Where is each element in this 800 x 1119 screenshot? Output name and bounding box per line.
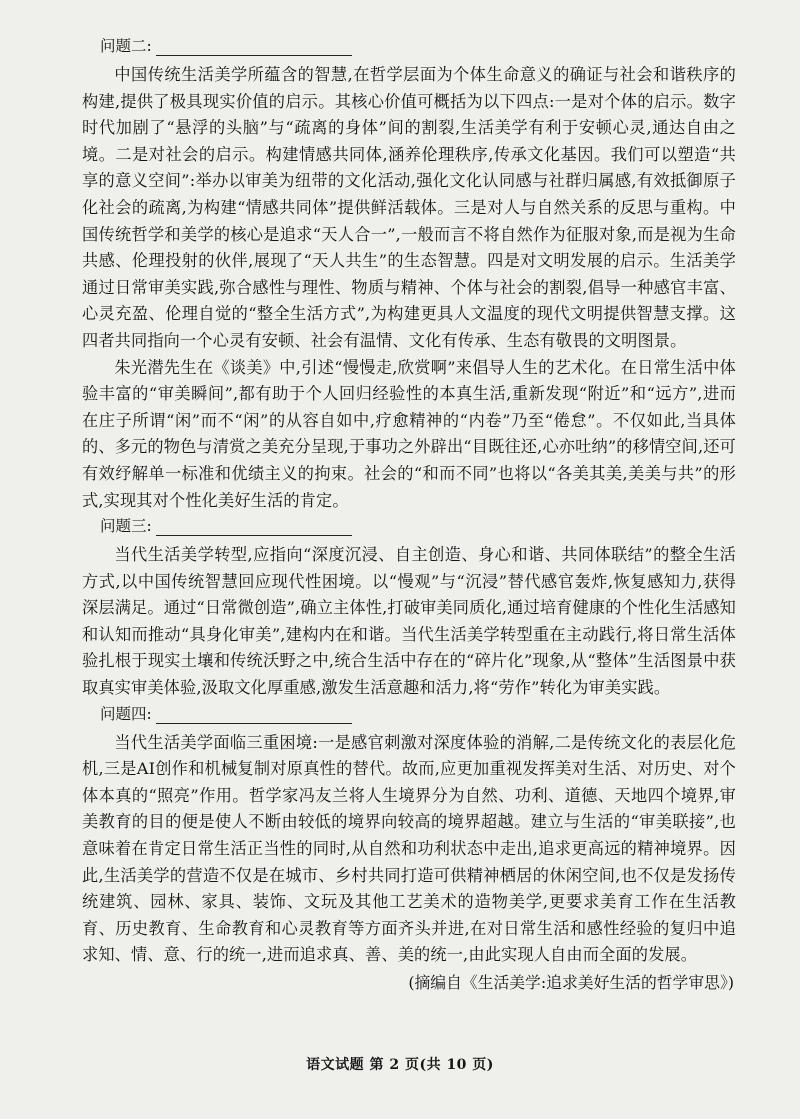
source-citation: (摘编自《生活美学:追求美好生活的哲学审思》) [408, 973, 734, 992]
paragraph-4: 当代生活美学面临三重困境:一是感官刺激对深度体验的消解,二是传统文化的表层化危机,三是AI创作和机械复制对原真性的替代。故而,应更加重视发挥美对生活、对历史、对个体本真的“照亮”作用。哲学家冯友兰将人生境界分为自然、功利、道德、天地四个境界,审美教育的目的便是使人不断由较低的境界向较高的境界超越。建立与生活的“审美联接”,也意味着在肯定日常生活正当性的同时,从自然和功利状态中走出,追求更高远的精神境界。因此,生活美学的营造不仅是在城市、乡村共同打造可供精神栖居的休闲空间,也不仅是发扬传统建筑、园林、家具、装饰、文玩及其他工艺美术的造物美学,更要求美育工作在生活教育、历史教育、生命教育和心灵教育等方面齐头并进,在对日常生活和感性经验的复归中追求知、情、意、行的统一,进而追求真、善、美的统一,由此实现人自由而全面的发展。 [82, 732, 736, 965]
question-3-heading [100, 516, 736, 536]
paragraph-3: 当代生活美学转型,应指向“深度沉浸、自主创造、身心和谐、共同体联结”的整全生活方式,以中国传统智慧回应现代性困境。以“慢观”与“沉浸”替代感官轰炸,恢复感知力,获得深层满足。通过“日常微创造”,确立主体性,打破审美同质化,通过培育健康的个性化生活感知和认知而推动“具身化审美”,建构内在和谐。当代生活美学转型重在主动践行,将日常生活体验扎根于现实土壤和传统沃野之中,统合生活中存在的“碎片化”现象,从“整体”生活图景中获取真实审美体验,汲取文化厚重感,激发生活意趣和活力,将“劳作”转化为审美实践。 [82, 545, 736, 698]
paragraph-2: 朱光潜先生在《谈美》中,引述“慢慢走,欣赏啊”来倡导人生的艺术化。在日常生活中体验丰富的“审美瞬间”,都有助于个人回归经验性的本真生活,重新发现“附近”和“远方”,进而在庄子所谓“闲”而不“闲”的从容自如中,疗愈精神的“内卷”乃至“倦怠”。不仅如此,当具体的、多元的物色与清赏之美充分呈现,于事功之外辟出“目既往还,心亦吐纳”的移情空间,还可有效纾解单一标准和优绩主义的拘束。社会的“和而不同”也将以“各美其美,美美与共”的形式,实现其对个性化美好生活的肯定。 [82, 357, 736, 510]
question-4-answer-blank[interactable] [156, 708, 352, 724]
question-4-heading [100, 704, 736, 724]
question-2-label: 问题二: [100, 37, 152, 55]
question-3-answer-blank[interactable] [156, 520, 352, 536]
question-2-answer-blank[interactable] [156, 40, 352, 56]
page-footer: 语文试题 第 2 页(共 10 页) [306, 1057, 494, 1073]
paragraph-1: 中国传统生活美学所蕴含的智慧,在哲学层面为个体生命意义的确证与社会和谐秩序的构建,提供了极具现实价值的启示。其核心价值可概括为以下四点:一是对个体的启示。数字时代加剧了“悬浮的头脑”与“疏离的身体”间的割裂,生活美学有利于安顿心灵,通达自由之境。二是对社会的启示。构建情感共同体,涵养伦理秩序,传承文化基因。我们可以塑造“共享的意义空间”:举办以审美为纽带的文化活动,强化文化认同感与社群归属感,有效抵御原子化社会的疏离,为构建“情感共同体”提供鲜活载体。三是对人与自然关系的反思与重构。中国传统哲学和美学的核心是追求“天人合一”,一般而言不将自然作为征服对象,而是视为生命共感、伦理投射的伙伴,展现了“天人共生”的生态智慧。四是对文明发展的启示。生活美学通过日常审美实践,弥合感性与理性、物质与精神、个体与社会的割裂,倡导一种感官丰富、心灵充盈、伦理自觉的“整全生活方式”,为构建更具人文温度的现代文明提供智慧支撑。这四者共同指向一个心灵有安顿、社会有温情、文化有传承、生态有敬畏的文明图景。 [82, 65, 736, 350]
question-3-label: 问题三: [100, 517, 152, 536]
question-2-heading [100, 36, 736, 56]
question-4-label: 问题四: [100, 704, 152, 723]
